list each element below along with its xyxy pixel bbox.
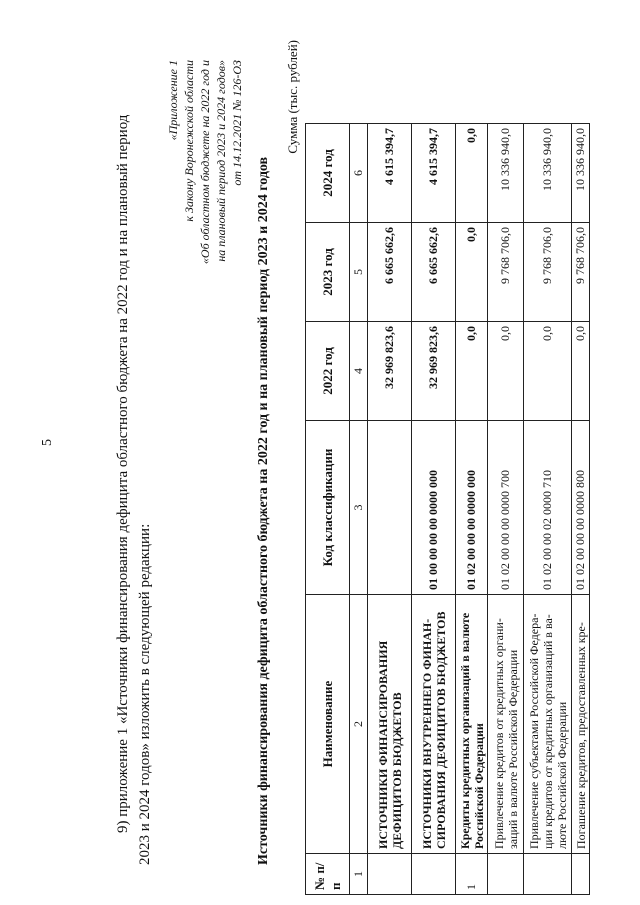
- index-cell: 1: [350, 854, 368, 895]
- row-code: 01 00 00 00 00 0000 000: [412, 421, 456, 595]
- row-code: [368, 421, 412, 595]
- row-name: Погашение кредитов, предоставленных кре-: [572, 595, 590, 854]
- row-num: [524, 854, 572, 895]
- table-row: [524, 124, 572, 895]
- row-2023: 6 665 662,6: [412, 223, 456, 322]
- row-2022: 0,0: [572, 322, 590, 421]
- index-cell: 3: [350, 421, 368, 595]
- row-2022: 0,0: [524, 322, 572, 421]
- index-row: [350, 124, 368, 895]
- row-2022: 0,0: [456, 322, 488, 421]
- header-2023: 2023 год: [306, 223, 350, 322]
- row-2024: 10 336 940,0: [488, 124, 524, 223]
- header-2022: 2022 год: [306, 322, 350, 421]
- header-code: Код классификации: [306, 421, 350, 595]
- intro-line-2: 2023 и 2024 годов» изложить в следующей редакции:: [137, 523, 153, 865]
- page-number: 5: [40, 439, 55, 446]
- header-num: № п/п: [306, 854, 350, 895]
- table-row: [456, 124, 488, 895]
- index-cell: 4: [350, 322, 368, 421]
- row-num: [368, 854, 412, 895]
- row-2022: 32 969 823,6: [412, 322, 456, 421]
- appendix-line: на плановый период 2023 и 2024 годов»: [214, 60, 228, 262]
- header-2024: 2024 год: [306, 124, 350, 223]
- row-2024: 4 615 394,7: [368, 124, 412, 223]
- table-row: [368, 124, 412, 895]
- table-row: [488, 124, 524, 895]
- row-2024: 10 336 940,0: [524, 124, 572, 223]
- row-2024: 10 336 940,0: [572, 124, 590, 223]
- row-num: [572, 854, 590, 895]
- row-name: Привлечение кредитов от кредитных органи-заций в валюте Российской Федерации: [488, 595, 524, 854]
- table-row: [412, 124, 456, 895]
- row-name: Привлечение субъектами Российской Федера-ции кредитов от кредитных организаций в ва-люте Российской Федерации: [524, 595, 572, 854]
- table-row: [572, 124, 590, 895]
- intro-line-1: 9) приложение 1 «Источники финансирования дефицита областного бюджета на 2022 год и на плановый период: [115, 114, 131, 833]
- units-label: Сумма (тыс. рублей): [285, 40, 300, 154]
- header-row: [306, 124, 350, 895]
- row-2024: 0,0: [456, 124, 488, 223]
- row-code: 01 02 00 00 00 0000 800: [572, 421, 590, 595]
- appendix-line: к Закону Воронежской области: [182, 60, 196, 222]
- sources-table: [305, 123, 590, 895]
- appendix-line: от 14.12.2021 № 126-ОЗ: [230, 60, 244, 186]
- row-name: ИСТОЧНИКИ ФИНАНСИРОВАНИЯ ДЕФИЦИТОВ БЮДЖЕТОВ: [368, 595, 412, 854]
- intro-paragraph: [112, 65, 156, 865]
- row-name: Кредиты кредитных организаций в валюте Российской Федерации: [456, 595, 488, 854]
- appendix-line: «Приложение 1: [166, 60, 180, 141]
- row-2023: 9 768 706,0: [572, 223, 590, 322]
- table-title: Источники финансирования дефицита областного бюджета на 2022 год и на плановый период 2023 и 2024 годов: [256, 156, 271, 865]
- row-2023: 6 665 662,6: [368, 223, 412, 322]
- row-num: [488, 854, 524, 895]
- index-cell: 5: [350, 223, 368, 322]
- header-name: Наименование: [306, 595, 350, 854]
- row-name: ИСТОЧНИКИ ВНУТРЕННЕГО ФИНАН-СИРОВАНИЯ ДЕФИЦИТОВ БЮДЖЕТОВ: [412, 595, 456, 854]
- row-code: 01 02 00 00 02 0000 710: [524, 421, 572, 595]
- row-code: 01 02 00 00 00 0000 000: [456, 421, 488, 595]
- row-2023: 9 768 706,0: [524, 223, 572, 322]
- row-2024: 4 615 394,7: [412, 124, 456, 223]
- row-2022: 32 969 823,6: [368, 322, 412, 421]
- appendix-line: «Об областном бюджете на 2022 год и: [198, 60, 212, 265]
- row-num: 1: [456, 854, 488, 895]
- index-cell: 2: [350, 595, 368, 854]
- row-code: 01 02 00 00 00 0000 700: [488, 421, 524, 595]
- row-2023: 9 768 706,0: [488, 223, 524, 322]
- appendix-note: [165, 60, 245, 360]
- index-cell: 6: [350, 124, 368, 223]
- row-num: [412, 854, 456, 895]
- row-2022: 0,0: [488, 322, 524, 421]
- row-2023: 0,0: [456, 223, 488, 322]
